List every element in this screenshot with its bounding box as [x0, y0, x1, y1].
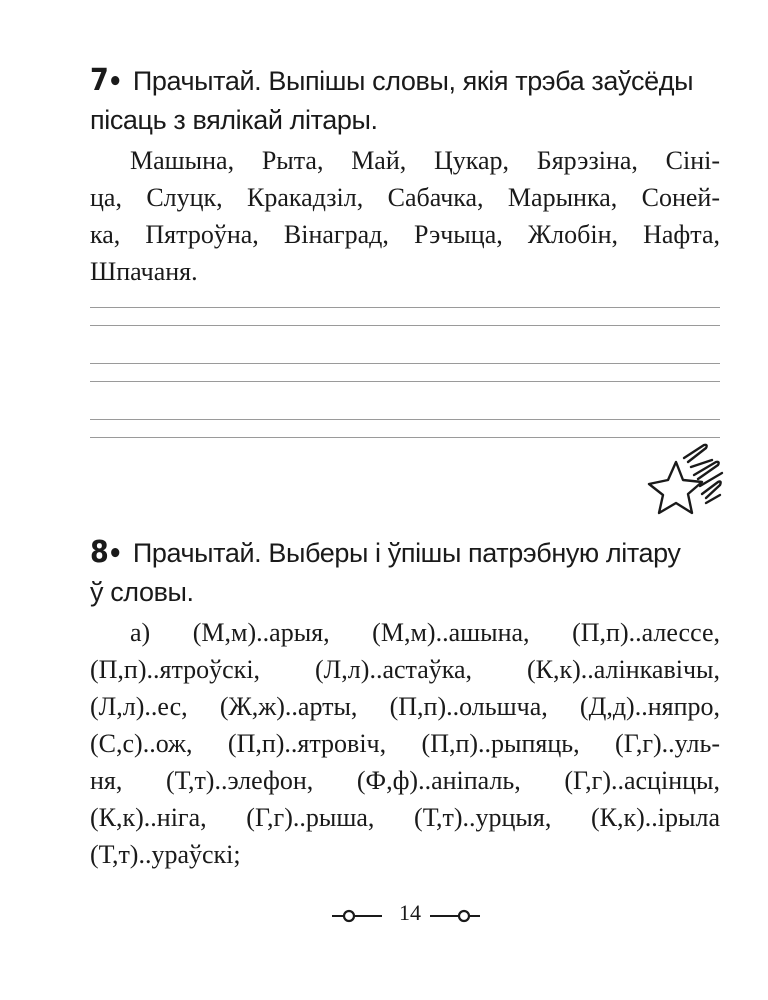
- right-ornament-icon: [428, 906, 483, 926]
- task-7-heading: [90, 62, 730, 139]
- exercise-line: (Л,л)..ес, (Ж,ж)..арты, (П,п)..ольшча, (Д,д)..няпро,: [90, 692, 720, 721]
- task-8-exercise-text: [90, 614, 720, 873]
- answer-line[interactable]: [90, 363, 720, 364]
- word-list-line: Машына, Рыта, Май, Цукар, Бярэзіна, Сіні-: [130, 146, 720, 175]
- word-list-line: ка, Пятроўна, Вінаград, Рэчыца, Жлобін, Нафта,: [90, 220, 720, 249]
- page-number: 14: [399, 900, 421, 925]
- task-8-instruction-line-1: [90, 534, 730, 573]
- exercise-line: а) (М,м)..арыя, (М,м)..ашына, (П,п)..алессе,: [130, 618, 720, 647]
- answer-line[interactable]: [90, 437, 720, 438]
- task-7-instruction-text: Прачытай. Выпішы словы, якія трэба заўсёды: [132, 66, 694, 96]
- answer-line[interactable]: [90, 381, 720, 382]
- exercise-line: (К,к)..ніга, (Г,г)..рыша, (Т,т)..урцыя, (К,к)..ірыла: [90, 803, 720, 832]
- task-7-number: 7•: [90, 63, 122, 98]
- task-7-instruction-line-1: [90, 62, 730, 101]
- exercise-line: (С,с)..ож, (П,п)..ятровіч, (П,п)..рыпяць, (Г,г)..уль-: [90, 729, 720, 758]
- page-footer: [330, 898, 480, 934]
- task-7-word-list: [90, 142, 720, 290]
- exercise-line: ня, (Т,т)..элефон, (Ф,ф)..аніпаль, (Г,г)..асцінцы,: [90, 766, 720, 795]
- word-list-line: ца, Слуцк, Кракадзіл, Сабачка, Марынка, Соней-: [90, 183, 720, 212]
- shooting-star-icon: [636, 442, 726, 522]
- answer-line[interactable]: [90, 419, 720, 420]
- task-8-instruction-text: Прачытай. Выберы і ўпішы патрэбную літару: [132, 538, 681, 568]
- answer-line[interactable]: [90, 307, 720, 308]
- task-8-number: 8•: [90, 535, 122, 570]
- task-8-heading: [90, 534, 730, 611]
- task-8-instruction-line-2: ў словы.: [90, 577, 194, 607]
- left-ornament-icon: [330, 906, 385, 926]
- exercise-line: (Т,т)..ураўскі;: [90, 840, 241, 869]
- task-7-instruction-line-2: пісаць з вялікай літары.: [90, 105, 378, 135]
- exercise-line: (П,п)..ятроўскі, (Л,л)..астаўка, (К,к)..алінкавічы,: [90, 655, 720, 684]
- answer-line[interactable]: [90, 325, 720, 326]
- word-list-line: Шпачаня.: [90, 257, 198, 286]
